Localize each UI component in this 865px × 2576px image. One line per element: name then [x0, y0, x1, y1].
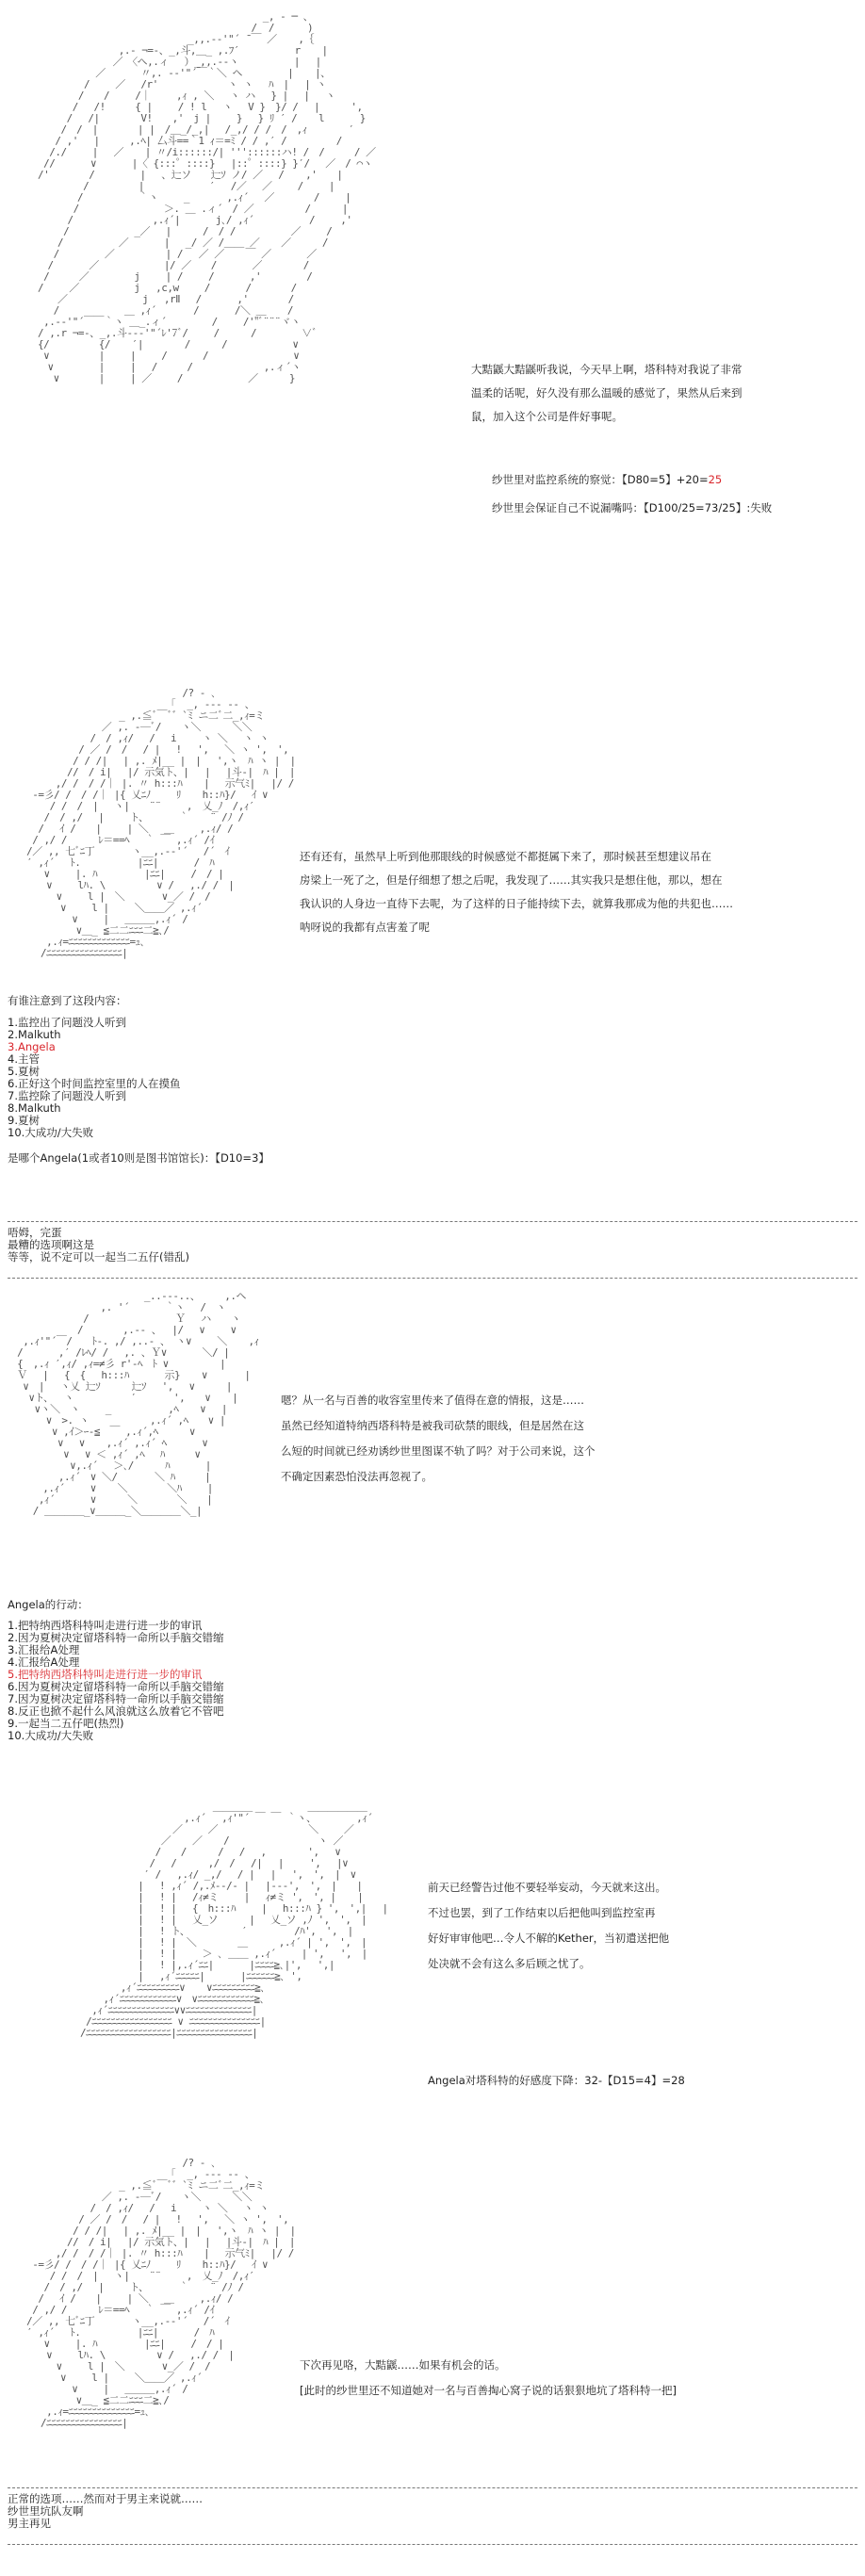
list-item: 9.一起当二五仔吧(热烈)	[8, 1717, 124, 1730]
dialogue-line: 嗯？从一名与百善的收容室里传来了值得在意的情报，这是……	[281, 1394, 584, 1407]
dialogue-line: 不确定因素恐怕没法再忽视了。	[281, 1470, 432, 1483]
divider	[8, 1278, 857, 1279]
ascii-art-panel4: ＿＿＿＿ ＿＿＿＿＿＿ ,.ｨ´ ,ｨ'"´ ￣ ￣ ｀ヽ、 ,ｨ´ ／ ／ ＼ ／ ／ ／ / ヽ ／ / / / / , ', ∨ / / ,/ / /| | ', |∨ ′ / ,.ｨ/ _,/ / | | ', ', | ∨ | ! ,ｨ´ /,.ﾒ-‐/- | |-‐-', ', | | | ! | /ｨ≠ミ | ｨ≠ミ ', ', | | | ! | { h:::ﾊ | h:::ﾊ } ', ',| | | ! | 乂_ソ | 乂_ソ ,ﾉ ', ', | | ! ト、 ′ /ﾊ', ', | | ! | ＼ ＿ ,.ｨ´ | ', ', | | ! | ＞ ､ ＿＿ ,.ｨ´ | ', ', | | ! |,.ｨ´ﾆﾆ| |ﾆﾆﾆﾆ≧､|', ',| | ,ｨ´ﾆﾆﾆﾆﾆ| |ﾆﾆﾆﾆﾆﾆ≧､ ', ,ｨ´ﾆﾆﾆﾆﾆﾆﾆﾆﾆ∨ ∨ﾆﾆﾆﾆﾆﾆﾆﾆﾆ≧､ ,ｨ´ﾆﾆﾆﾆﾆﾆﾆﾆﾆﾆﾆﾆ∨ ∨ﾆﾆﾆﾆﾆﾆﾆﾆﾆﾆﾆﾆ≧､ ,ｨ´ﾆﾆﾆﾆﾆﾆﾆﾆﾆﾆﾆﾆﾆﾆ∨∨ﾆﾆﾆﾆﾆﾆﾆﾆﾆﾆﾆﾆﾆﾆ| /ﾆﾆﾆﾆﾆﾆﾆﾆﾆﾆﾆﾆﾆﾆﾆﾆﾆ ∨ ﾆﾆﾆﾆﾆﾆﾆﾆﾆﾆﾆﾆﾆﾆﾆ| /ﾆﾆﾆﾆﾆﾆﾆﾆﾆﾆﾆﾆﾆﾆﾆﾆﾆﾆ|ﾆﾆﾆﾆﾆﾆﾆﾆﾆﾆﾆﾆﾆﾆﾆﾆ|	[79, 1801, 388, 2039]
divider	[8, 2544, 857, 2545]
dialogue-line: 不过也罢，到了工作结束以后把他叫到监控室再	[428, 1906, 656, 1919]
dialogue-line: 么短的时间就已经劝诱纱世里图谋不轨了吗？对于公司来说，这个	[281, 1444, 596, 1458]
roll-line-secret: 纱世里会保证自己不说漏嘴吗：【D100/25=73/25】:失败	[492, 501, 773, 514]
dialogue-line: 下次再见咯，大黠鼷……如果有机会的话。	[300, 2358, 506, 2372]
dialogue-line: 呐呀说的我都有点害羞了呢	[300, 921, 430, 934]
footer-comments	[8, 2493, 203, 2530]
dialogue-line: 前天已经警告过他不要轻举妄动，今天就来这出。	[428, 1881, 666, 1894]
list-item: 1.把特纳西塔科特叫走进行进一步的审讯	[8, 1619, 203, 1632]
list-item: 7.因为夏树决定留塔科特一命所以手脑交错缩	[8, 1692, 224, 1705]
ascii-art-panel1: _, ‐ ─ 、 / / ) _,,.-‐'"´ ̄ ￣ ／ ,｛ ,.- ¬=-、_,斗,＿_ ,.ﾌ′ r | ／ 〈ヘ,.ィ ）_,,.--ヽ | | ／ 〃,. -‐'"´￣｀＼ ヘ | |、 / ／ /r' ヽ ヽ ﾊ | | ヽ / / /｜ ,ｨ , ＼ ヽ ハ } | | ヽ / /! { | / ! l ヽ V } }/ / | ', / /| V! ,' j | } } ﾘ ′ / l } / / | | | /＿_/_,| /_,/ / / / ,ｨ ′ / ,' | ,.ﾍ| 厶斗==｀1 ｨ＝=ﾐ / / ,′ / / /./ | ／ | 〃/i::::::/| '''::::::ハ! / / / ／ // ∨ |〈 {:::゜::::} |::゜::::} }′/ ／ / ⌒ヽ /' / | 、辷ソ 辷ｿ ノ/ ／ / ,' | / | ′ /／ ／ / | / ｀ヽ _ ,.ｨ´ ／ / | / ＞. ＿ .ィ´ / ／ / | / ,.ｨ´| j､/ ,ｨ´ / ,' / _／ | / / / ／ / / ／ | _/ ／ /＿＿ ／ ／ / / ／ | / ／ ／ ￣ ／ ／ / ／ |/ ／ / ／ / / ／ j | / / ,' / / ／ j ,c,w / / / ／ j ,rⅡ / ,' / / ＿ ,ｨ´ / /＼ ＿ / ,.-‐'"´￣￣｀ヽ ＿_.ィ´ / /'"ﾞ¨¨¨ヾヽ / ,.r ¬=-、_,.斗--‐'"´ﾚ'7ﾞ/ / / ∨ﾞ {/ {/ ′| / / ∨ ∨ | | / / ∨ ∨ | | / / ,.ィ´ヽ ∨ | | ／ / ／ }	[38, 10, 376, 384]
comment-line: 最糟的选项啊这是	[8, 1238, 94, 1251]
ascii-art-panel2: /? - ､ ｢ _, -‐‐ ‐- 、 _ ,.≦ﾞ￣ﾞ゛`ﾐ ニ二ﾞ二_,ｨ=ミ ／ ,. -─ﾞ/ ヽ＼ ＼＼ / / ,ｨ/ / i ヽ ＼ ヽ ヽ / ／ / / / | ! ', ＼ ヽ ', ', / / /| | ,. ﾒ|__ | | ',ヽ ﾊ ヽ | | // / i| |/ 示気ト、| | |斗-| ﾊ | | ,/ / / /｜ |. 〃 h:::ﾊ | 示气ﾐ| |/ / -=彡/ / / /｜ |{ 乂ﾆﾉ ﾘ h::ﾊ}/ ｲ ∨ / / / | ヽ| ¨¨ , 乂_ﾉ /,ｨ′ / / ,/ | ト、 ｀ ¨ /ﾉ / / ｲ / | | ＼ ＿ ,.ｨ/ / / ,/ / ﾚ＝==ﾍ ｀ ￣ ,.ｨ´ /ｲ /／ ,, 七ﾞﾆ丁 ヽ__,.-‐'´ /´ ｲ ′ ,ｨ´ ﾄ. |ﾆﾆ| / ﾊ ∨ |. ﾊ |ﾆﾆ| / / | ∨ lﾊ. \ ∨ / ,./ / | ∨ l | ＼ ∨_／ / / ∨ l | ＼＿＿／ ,.ｨ´ ∨ | ＿＿＿,.ｨ´ / ∨＿_ ≦二二ﾆﾆﾆ二≧､/ ,.ｨ=ﾆﾆﾆﾆﾆﾆﾆﾆﾆﾆﾆﾆﾆ=ｭ､ /ﾆﾆﾆﾆﾆﾆﾆﾆﾆﾆﾆﾆﾆﾆﾆﾆ|	[26, 687, 296, 959]
dialogue-panel3	[281, 1388, 596, 1490]
roll-line-awareness: 纱世里对监控系统的察觉：【D80=5】+20=25	[492, 473, 723, 486]
list-item-selected: 5.把特纳西塔科特叫走进行进一步的审讯	[8, 1668, 203, 1681]
list-header: 有谁注意到了这段内容：	[8, 994, 127, 1007]
list-item-selected: 3.Angela	[8, 1040, 56, 1053]
dialogue-line: 虽然已经知道特纳西塔科特是被我司砍禁的眼线，但是居然在这	[281, 1419, 584, 1432]
list-item: 1.监控出了问题没人听到	[8, 1016, 126, 1029]
list-item: 5.夏树	[8, 1065, 40, 1078]
list-item: 9.夏树	[8, 1114, 40, 1127]
list-header: Angela的行动：	[8, 1598, 89, 1611]
dialogue-line: 大黠鼷大黠鼷听我说，今天早上啊，塔科特对我说了非常	[471, 363, 743, 376]
dialogue-line: 处决就不会有这么多后顾之忧了。	[428, 1957, 591, 1970]
choice-list-1	[8, 995, 269, 1165]
dialogue-line: 鼠，加入这个公司是件好事呢。	[471, 410, 623, 423]
dialogue-line: 好好审审他吧…令人不解的Kether，当初遣送把他	[428, 1932, 670, 1945]
dialogue-line: 还有还有，虽然早上听到他那眼线的时候感觉不都挺属下来了，那时候甚至想建议吊在	[300, 850, 711, 863]
list-item: 10.大成功/大失败	[8, 1126, 94, 1139]
list-item: 4.汇报给A处理	[8, 1655, 80, 1669]
choice-list-2	[8, 1599, 223, 1742]
divider	[8, 2487, 857, 2488]
dialogue-line: 房梁上一死了之，但是仔细想了想之后呢，我发现了……其实我只是想住他，那以，想在	[300, 873, 723, 887]
list-item: 3.汇报给A处理	[8, 1643, 80, 1656]
list-item: 6.因为夏树决定留塔科特一命所以手脑交错缩	[8, 1680, 224, 1693]
list-item: 7.监控除了问题没人听到	[8, 1089, 126, 1102]
list-item: 2.Malkuth	[8, 1028, 61, 1041]
divider	[8, 1221, 857, 1222]
dialogue-panel4	[428, 1875, 669, 1977]
list-item: 8.Malkuth	[8, 1101, 61, 1115]
dialogue-line: 我认识的人身边一直待下去呢，为了这样的日子能持续下去，就算我那成为他的共犯也……	[300, 897, 733, 910]
roll-result-panel4: Angela对塔科特的好感度下降：32-【D15=4】=28	[428, 2074, 685, 2087]
roll-results-panel1	[492, 465, 772, 522]
dialogue-line: 温柔的话呢，好久没有那么温暖的感觉了，果然从后来到	[471, 386, 743, 399]
dialogue-narration: [此时的纱世里还不知道她对一名与百善掏心窝子说的话狠狠地坑了塔科特一把]	[300, 2384, 677, 2397]
list-item: 4.主管	[8, 1052, 40, 1066]
dialogue-panel2	[300, 845, 733, 939]
list-item: 8.反正也掀不起什么风浪就这么放着它不管吧	[8, 1704, 224, 1718]
dialogue-panel1	[471, 358, 743, 429]
comment-line: 正常的选项……然而对于男主来说就……	[8, 2492, 203, 2505]
roll-result: 是哪个Angela(1或者10则是图书馆馆长)：【D10=3】	[8, 1151, 269, 1165]
list-item: 2.因为夏树决定留塔科特一命所以手脑交错缩	[8, 1631, 224, 1644]
comment-line: 唔姆，完蛋	[8, 1226, 62, 1239]
comment-line: 男主再见	[8, 2517, 51, 2530]
ascii-art-panel3: _..-‐‐..、 ,.ヘ ,. '´ ｀ヽ / ヽ / Ｙ ハ ヽ / ,.-‐ 、 |/ ∨ ∨ ,.ｨ'"´￣/ ﾄ-. ,/ ,..- 、 ヽ∨ ＼ ,ｨ / ,′ /ﾚﾍ/ / ,. 、Ｙ∨ ＼/ | { ,.ｨ ′,ｨ/ ,ｨ=≠彡 r'-ﾍ ﾄ ∨ | Ｖ | { { h:::ﾊ 示} ∨ | ∨ | ヽ乂 辷ｿ 辷ｿ ', ∨ | ∨ト、 ヽ ′ ', ∨ | ∨ヽ＼ ヽ _ ,ﾍ ∨ | ∨ >. ヽ ,.ｨ´ ,ﾍ ∨ | ∨ ,ｲ＞ｰ-≦ ￣ ,.ｨ´,ﾍ ∨ ∨ ∨ ,.ｨ´ ,.ｨ´ ﾍ ∨ ∨ ∨ ＜ ,ｨ´ ,ﾍ ﾊ ∨ ∨,.ｨ´ ＞､/ ﾊ | ,.ｨ´ ∨ ＼/ ＼ ﾊ | ,.ｨ´ ∨ ＼ ＼ﾊ | ,ｨ´ ∨ ＼ ＼ | / ＿＿＿＿_∨＿＿＿_＼＿＿＿＿＼_|	[17, 1290, 259, 1517]
dialogue-panel5	[300, 2353, 677, 2404]
ascii-art-panel5: /? - ､ ｢ _, -‐‐ ‐- 、 _ ,.≦ﾞ￣ﾞ゛`ﾐ ニ二ﾞ二_,ｨ=ミ ／ ,. -─ﾞ/ ヽ＼ ＼＼ / / ,ｨ/ / i ヽ ＼ ヽ ヽ / ／ / / / | ! ', ＼ ヽ ', ', / / /| | ,. ﾒ|__ | | ',ヽ ﾊ ヽ | | // / i| |/ 示気ト、| | |斗-| ﾊ | | ,/ / / /｜ |. 〃 h:::ﾊ | 示气ﾐ| |/ / -=彡/ / / /｜ |{ 乂ﾆﾉ ﾘ h::ﾊ}/ ｲ ∨ / / / | ヽ| ¨¨ , 乂_ﾉ /,ｨ′ / / ,/ | ト、 ｀ ¨ /ﾉ / / ｲ / | | ＼ ＿ ,.ｨ/ / / ,/ / ﾚ＝==ﾍ ｀ ￣ ,.ｨ´ /ｲ /／ ,, 七ﾞﾆ丁 ヽ__,.-‐'´ /´ ｲ ′ ,ｨ´ ﾄ. |ﾆﾆ| / ﾊ ∨ |. ﾊ |ﾆﾆ| / / | ∨ lﾊ. \ ∨ / ,./ / | ∨ l | ＼ ∨_／ / / ∨ l | ＼＿＿／ ,.ｨ´ ∨ | ＿＿＿,.ｨ´ / ∨＿_ ≦二二ﾆﾆﾆ二≧､/ ,.ｨ=ﾆﾆﾆﾆﾆﾆﾆﾆﾆﾆﾆﾆﾆﾆ=ｭ､ /ﾆﾆﾆﾆﾆﾆﾆﾆﾆﾆﾆﾆﾆﾆﾆﾆ|	[26, 2157, 296, 2429]
comment-line: 等等，说不定可以一起当二五仔(错乱)	[8, 1250, 189, 1264]
comments-1	[8, 1227, 189, 1264]
list-item: 6.正好这个时间监控室里的人在摸鱼	[8, 1077, 181, 1090]
list-item: 10.大成功/大失败	[8, 1729, 94, 1742]
comment-line: 纱世里坑队友啊	[8, 2504, 84, 2518]
